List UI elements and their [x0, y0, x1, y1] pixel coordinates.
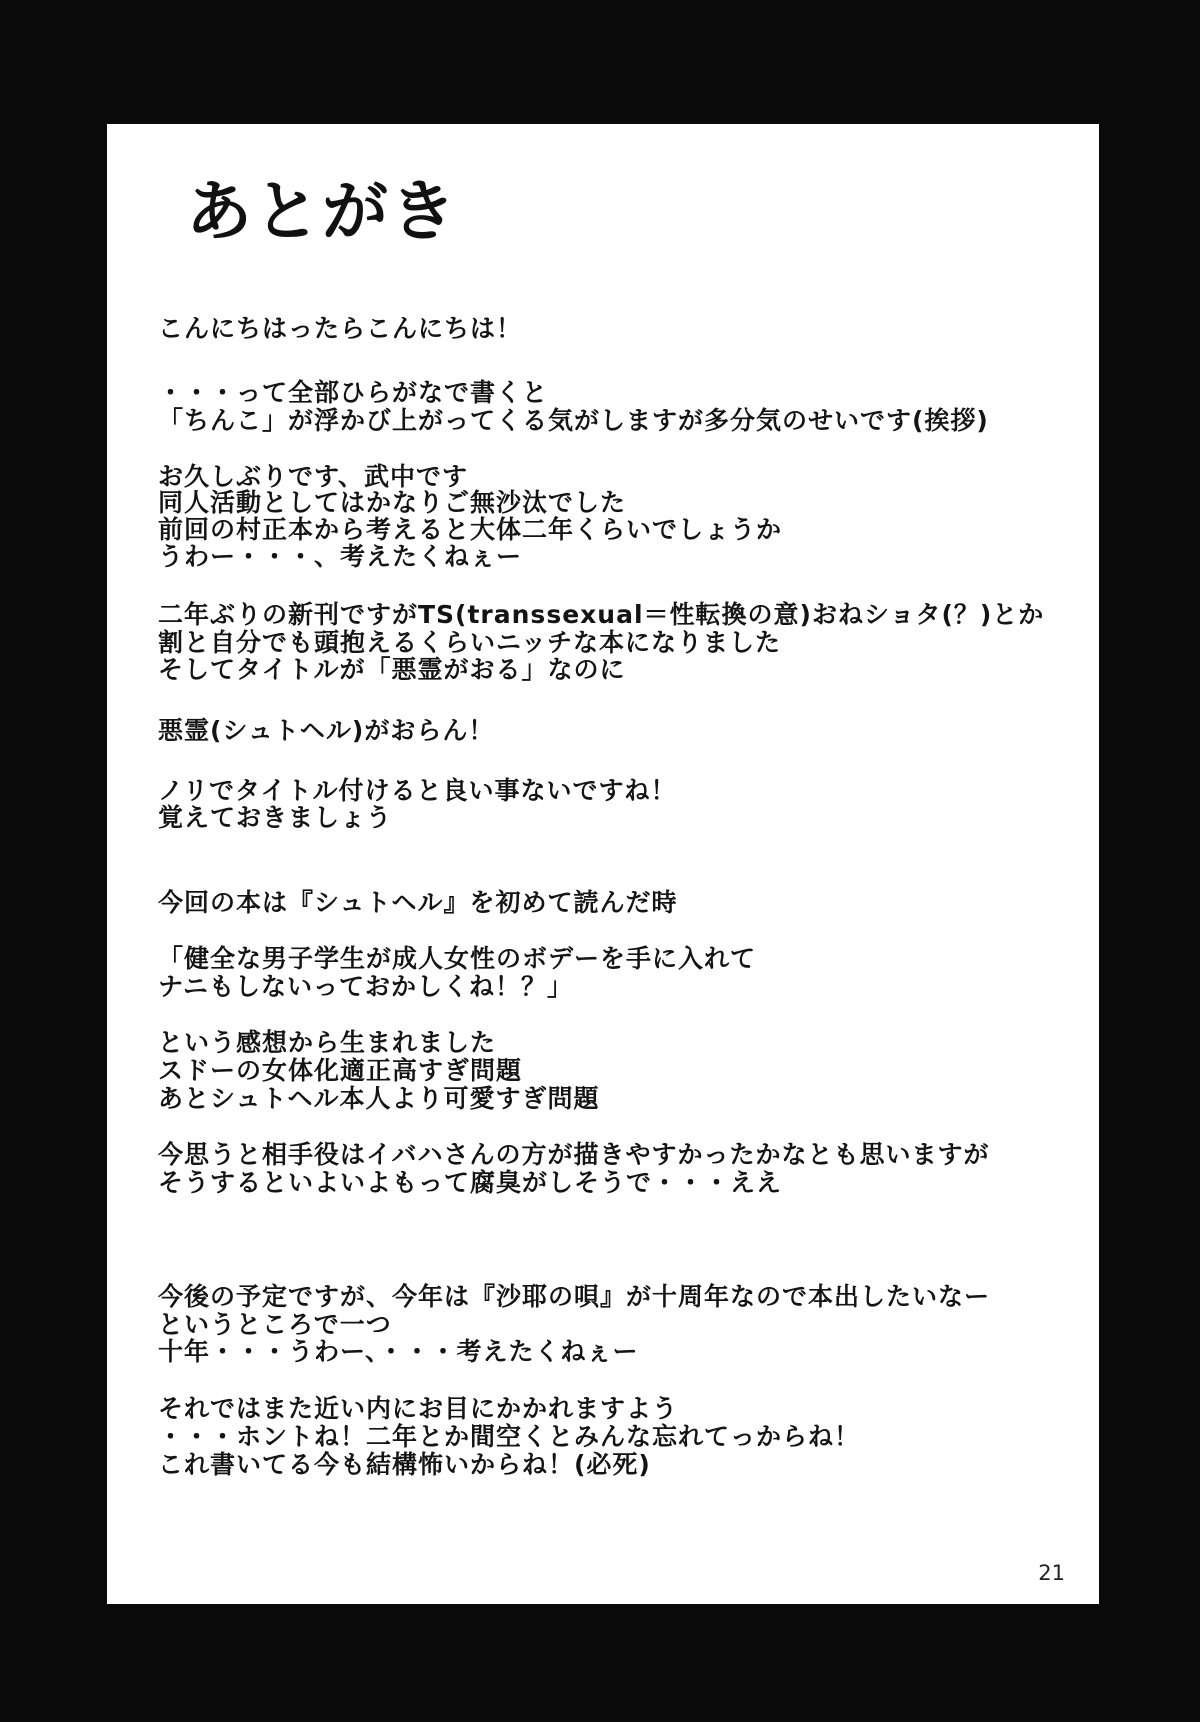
- text-line: そうするといよいよもって腐臭がしそうで・・・ええ: [158, 1168, 783, 1197]
- text-line: 今思うと相手役はイバハさんの方が描きやすかったかなとも思いますが: [158, 1140, 990, 1169]
- text-line: 今回の本は『シュトヘル』を初めて読んだ時: [158, 888, 678, 917]
- text-line: 悪霊(シュトヘル)がおらん！: [158, 716, 495, 745]
- text-line: こんにちはったらこんにちは！: [158, 314, 523, 343]
- text-line: 前回の村正本から考えると大体二年くらいでしょうか: [158, 515, 783, 544]
- text-line: それではまた近い内にお目にかかれますよう: [158, 1394, 679, 1423]
- afterword-title: あとがき: [186, 172, 458, 250]
- text-line: あとシュトヘル本人より可愛すぎ問題: [158, 1084, 600, 1113]
- text-line: ノリでタイトル付けると良い事ないですね！: [158, 776, 677, 805]
- text-line: 二年ぶりの新刊ですがTS(transsexual＝性転換の意)おねショタ(？)とか: [158, 600, 1045, 629]
- text-line: というところで一つ: [158, 1310, 392, 1339]
- page-number: 21: [1038, 1561, 1065, 1585]
- text-line: これ書いてる今も結構怖いからね！(必死): [158, 1450, 651, 1479]
- page-sheet: [107, 124, 1099, 1604]
- text-line: ・・・って全部ひらがなで書くと: [158, 378, 549, 407]
- text-line: 「健全な男子学生が成人女性のボデーを手に入れて: [158, 944, 757, 973]
- text-line: お久しぶりです、武中です: [158, 462, 469, 491]
- text-line: という感想から生まれました: [158, 1028, 497, 1057]
- text-line: 今後の予定ですが、今年は『沙耶の唄』が十周年なので本出したいなー: [158, 1282, 991, 1311]
- text-line: スドーの女体化適正高すぎ問題: [158, 1056, 523, 1085]
- text-line: 割と自分でも頭抱えるくらいニッチな本になりました: [158, 628, 782, 657]
- text-line: そしてタイトルが「悪霊がおる」なのに: [158, 655, 626, 684]
- text-line: うわー・・・、考えたくねぇー: [158, 542, 523, 571]
- text-line: 「ちんこ」が浮かび上がってくる気がしますが多分気のせいです(挨拶): [158, 406, 989, 435]
- text-line: ・・・ホントね！二年とか間空くとみんな忘れてっからね！: [158, 1422, 861, 1451]
- text-line: 覚えておきましょう: [158, 803, 393, 832]
- text-line: ナニもしないっておかしくね！？」: [158, 972, 574, 1001]
- text-line: 十年・・・うわー、・・・考えたくねぇー: [158, 1337, 639, 1366]
- text-line: 同人活動としてはかなりご無沙汰でした: [158, 488, 627, 517]
